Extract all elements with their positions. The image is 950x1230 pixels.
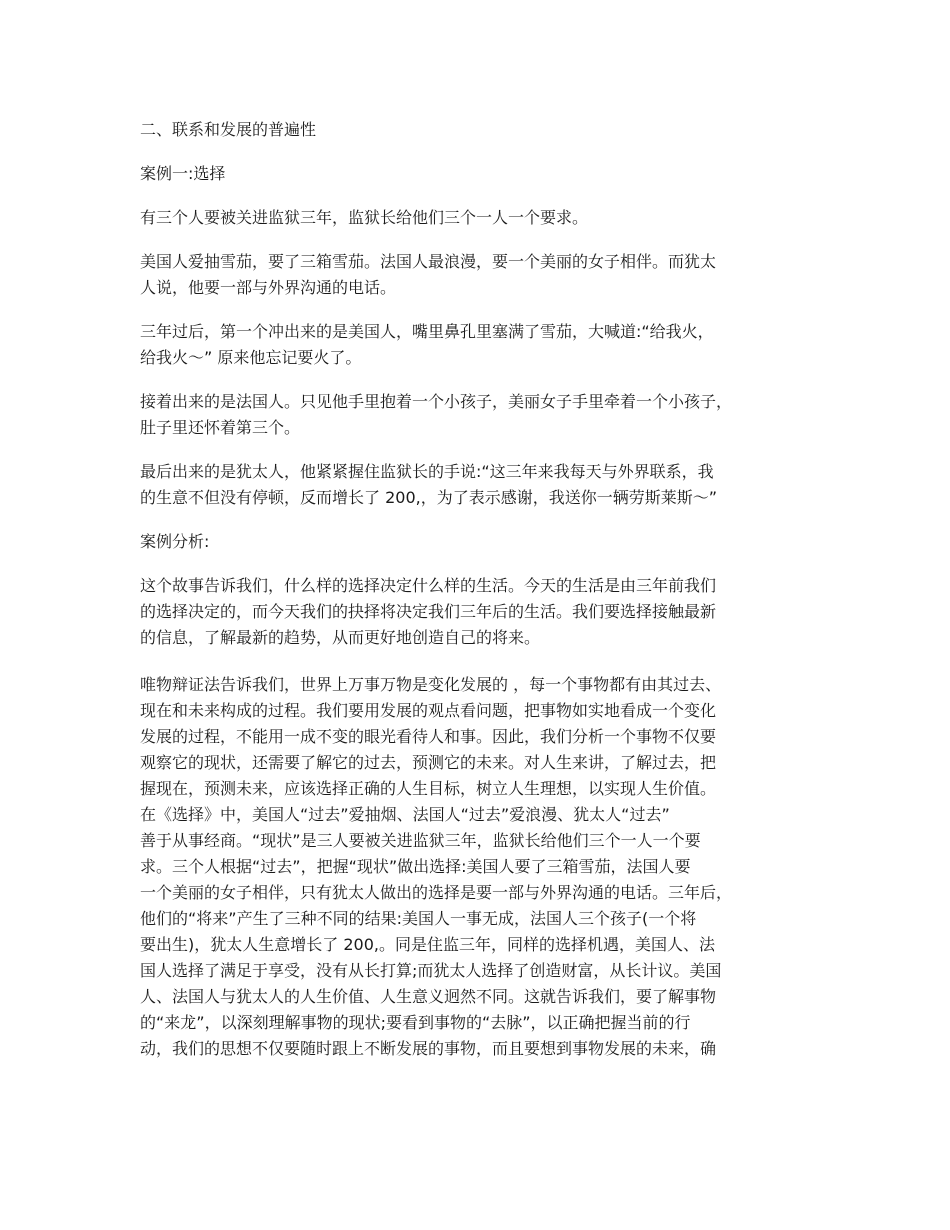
text-line: 善于从事经商。“现状”是三人要被关进监狱三年，监狱长给他们三个一人一个要 (140, 831, 701, 850)
text-line: 肚子里还怀着第三个。 (140, 418, 301, 437)
story-jewish (140, 459, 810, 511)
story-intro (140, 205, 810, 231)
text-line: 观察它的现状，还需要了解它的过去，预测它的未来。对人生来讲，了解过去，把 (140, 753, 717, 772)
analysis-summary (140, 573, 810, 651)
text-line: 案例一:选择 (140, 164, 226, 183)
analysis-body (140, 672, 810, 1062)
text-line: 他们的“将来”产生了三种不同的结果:美国人一事无成，法国人三个孩子(一个将 (140, 909, 697, 928)
analysis-title (140, 529, 810, 555)
text-line: 要出生)，犹太人生意增长了 200,。同是住监三年，同样的选择机遇，美国人、法 (140, 935, 715, 954)
story-american (140, 319, 810, 371)
text-line: 二、联系和发展的普遍性 (140, 120, 317, 139)
text-line: 接着出来的是法国人。只见他手里抱着一个小孩子，美丽女子手里牵着一个小孩子， (140, 392, 733, 411)
text-line: 人说，他要一部与外界沟通的电话。 (140, 278, 397, 297)
text-line: 国人选择了满足于享受，没有从长打算;而犹太人选择了创造财富，从长计议。美国 (140, 961, 722, 980)
document-body (140, 117, 810, 1080)
text-line: 在《选择》中，美国人“过去”爱抽烟、法国人“过去”爱浪漫、犹太人“过去” (140, 805, 670, 824)
text-line: 现在和未来构成的过程。我们要用发展的观点看问题，把事物如实地看成一个变化 (140, 701, 717, 720)
text-line: 唯物辩证法告诉我们，世界上万事万物是变化发展的 ，每一个事物都有由其过去、 (140, 675, 722, 694)
text-line: 人、法国人与犹太人的人生价值、人生意义迥然不同。这就告诉我们，要了解事物 (140, 987, 717, 1006)
text-line: 的“来龙”，以深刻理解事物的现状;要看到事物的“去脉”，以正确把握当前的行 (140, 1013, 691, 1032)
text-line: 发展的过程，不能用一成不变的眼光看待人和事。因此，我们分析一个事物不仅要 (140, 727, 717, 746)
case-title (140, 161, 810, 187)
text-line: 美国人爱抽雪茄，要了三箱雪茄。法国人最浪漫，要一个美丽的女子相伴。而犹太 (140, 252, 717, 271)
story-requests (140, 249, 810, 301)
text-line: 给我火～” 原来他忘记要火了。 (140, 348, 362, 367)
text-line: 的选择决定的，而今天我们的抉择将决定我们三年后的生活。我们要选择接触最新 (140, 602, 717, 621)
text-line: 的生意不但没有停顿，反而增长了 200,，为了表示感谢，我送你一辆劳斯莱斯～” (140, 488, 718, 507)
text-line: 求。三个人根据“过去”，把握“现状”做出选择:美国人要了三箱雪茄，法国人要 (140, 857, 691, 876)
text-line: 三年过后，第一个冲出来的是美国人，嘴里鼻孔里塞满了雪茄，大喊道:“给我火， (140, 322, 714, 341)
text-line: 这个故事告诉我们，什么样的选择决定什么样的生活。今天的生活是由三年前我们 (140, 576, 717, 595)
text-line: 最后出来的是犹太人，他紧紧握住监狱长的手说:“这三年来我每天与外界联系，我 (140, 462, 714, 481)
section-heading (140, 117, 810, 143)
text-line: 一个美丽的女子相伴，只有犹太人做出的选择是要一部与外界沟通的电话。三年后， (140, 883, 733, 902)
text-line: 动，我们的思想不仅要随时跟上不断发展的事物，而且要想到事物发展的未来，确 (140, 1039, 717, 1058)
text-line: 的信息，了解最新的趋势，从而更好地创造自己的将来。 (140, 628, 541, 647)
text-line: 有三个人要被关进监狱三年，监狱长给他们三个一人一个要求。 (140, 208, 589, 227)
text-line: 案例分析: (140, 532, 210, 551)
text-line: 握现在，预测未来，应该选择正确的人生目标，树立人生理想，以实现人生价值。 (140, 779, 717, 798)
story-french (140, 389, 810, 441)
